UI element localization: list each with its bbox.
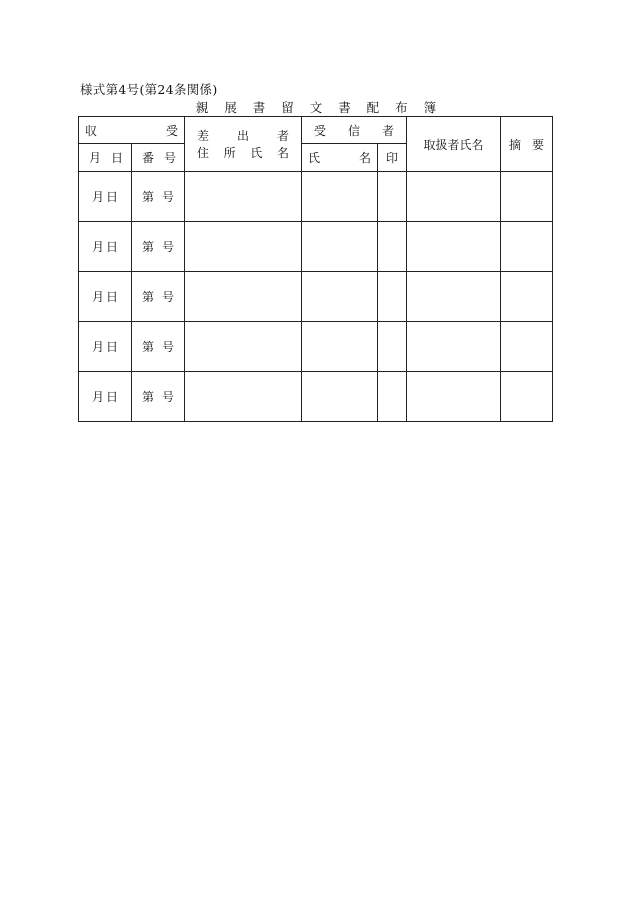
header-recipient-name: 氏 名 bbox=[302, 144, 378, 172]
number-cell: 第 号 bbox=[132, 222, 185, 272]
seal-cell bbox=[378, 172, 407, 222]
sender-cell bbox=[185, 272, 302, 322]
handler-cell bbox=[407, 272, 501, 322]
recipient-name-cell bbox=[302, 172, 378, 222]
table-row bbox=[79, 322, 553, 372]
handler-cell bbox=[407, 322, 501, 372]
recipient-name-cell bbox=[302, 322, 378, 372]
number-cell: 第 号 bbox=[132, 272, 185, 322]
recipient-name-cell bbox=[302, 372, 378, 422]
header-recipient: 受 信 者 bbox=[302, 117, 407, 144]
header-seal: 印 bbox=[378, 144, 407, 172]
seal-cell bbox=[378, 322, 407, 372]
handler-cell bbox=[407, 372, 501, 422]
summary-cell bbox=[501, 222, 553, 272]
header-month-day: 月 日 bbox=[79, 144, 132, 172]
number-cell: 第 号 bbox=[132, 322, 185, 372]
number-cell: 第 号 bbox=[132, 372, 185, 422]
date-cell: 月 日 bbox=[79, 322, 132, 372]
summary-cell bbox=[501, 372, 553, 422]
table-row bbox=[79, 172, 553, 222]
sender-cell bbox=[185, 222, 302, 272]
summary-cell bbox=[501, 272, 553, 322]
date-cell: 月 日 bbox=[79, 222, 132, 272]
header-number: 番 号 bbox=[132, 144, 185, 172]
seal-cell bbox=[378, 222, 407, 272]
recipient-name-cell bbox=[302, 272, 378, 322]
handler-cell bbox=[407, 172, 501, 222]
header-sender: 差 出 者 住 所 氏 名 bbox=[185, 117, 302, 172]
sender-cell bbox=[185, 372, 302, 422]
date-cell: 月 日 bbox=[79, 272, 132, 322]
page-title: 親 展 書 留 文 書 配 布 簿 bbox=[195, 100, 443, 115]
date-cell: 月 日 bbox=[79, 372, 132, 422]
handler-cell bbox=[407, 222, 501, 272]
date-cell: 月 日 bbox=[79, 172, 132, 222]
sender-cell bbox=[185, 172, 302, 222]
table-row bbox=[79, 372, 553, 422]
seal-cell bbox=[378, 272, 407, 322]
header-summary: 摘 要 bbox=[501, 117, 553, 172]
recipient-name-cell bbox=[302, 222, 378, 272]
number-cell: 第 号 bbox=[132, 172, 185, 222]
sender-cell bbox=[185, 322, 302, 372]
summary-cell bbox=[501, 322, 553, 372]
table-row bbox=[79, 272, 553, 322]
distribution-register-table bbox=[78, 116, 553, 422]
seal-cell bbox=[378, 372, 407, 422]
summary-cell bbox=[501, 172, 553, 222]
form-number-label: 様式第4号(第24条関係) bbox=[80, 82, 218, 97]
table-row bbox=[79, 222, 553, 272]
header-handler-name: 取扱者氏名 bbox=[407, 117, 501, 172]
header-receipt: 収 受 bbox=[79, 117, 185, 144]
